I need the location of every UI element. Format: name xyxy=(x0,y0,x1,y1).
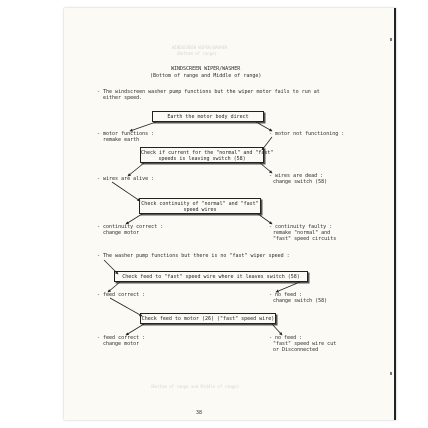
step-box-text: speeds is leaving switch (58) xyxy=(158,156,246,162)
step-box-text: Check continuity of "normal" and "fast" xyxy=(141,201,259,207)
branch-right-text: - no feed : xyxy=(269,335,303,341)
branch-left-text: - wires are alive : xyxy=(97,176,155,182)
branch-right-text: remake "normal" and xyxy=(273,230,331,236)
page-subtitle: (Bottom of range and Middle of range) xyxy=(150,73,262,79)
intro-text: - The windscreen washer pump functions but the wiper motor fails to run at xyxy=(97,89,320,95)
branch-left-text: remake earth xyxy=(103,137,140,143)
step-box-check-current xyxy=(140,147,274,163)
binding-hole-mark xyxy=(390,372,392,375)
branch-right-text: - motor not functioning : xyxy=(269,131,345,137)
step-box-check-continuity xyxy=(139,198,261,214)
branch-right-text: - no feed : xyxy=(269,292,303,298)
branch-left-text: change motor xyxy=(103,341,140,347)
branch-right-text: - continuity faulty : xyxy=(269,224,333,230)
branch-right-text: change switch (58) xyxy=(273,179,328,185)
branch-right-text: - wires are dead : xyxy=(269,173,324,179)
intro-text: either speed. xyxy=(103,95,143,101)
step-box-text: Check if current for the "normal" and "fast" xyxy=(141,150,274,156)
faint-footer-line: (Bottom of range and Middle of range) xyxy=(150,384,240,389)
step-box-check-fast-feed xyxy=(114,271,308,282)
page-number: 38 xyxy=(196,410,203,416)
branch-left-text: change motor xyxy=(103,230,140,236)
faint-header-line: (Bottom of range) xyxy=(176,51,217,56)
step-box-check-motor-feed xyxy=(140,313,276,324)
branch-right-text: "fast" speed circuits xyxy=(273,236,337,242)
branch-left-text: - motor functions : xyxy=(97,131,155,137)
faint-header-line: WINDSCREEN WIPER/WASHER xyxy=(172,45,228,50)
branch-right-text: or Disconnected xyxy=(273,347,319,353)
branch-left-text: - feed correct : xyxy=(97,335,146,341)
intro-text: - The washer pump functions but there is no "fast" wiper speed : xyxy=(97,253,290,259)
step-box-text: Check feed to "fast" speed wire where it leaves switch (58) xyxy=(122,274,300,280)
step-box-text: Check feed to motor (26) ("fast" speed wire) xyxy=(141,316,275,322)
step-box-text: Earth the motor body direct xyxy=(167,114,249,120)
step-box-text: speed wires xyxy=(183,207,217,213)
step-box-earth-motor xyxy=(152,111,264,122)
branch-left-text: - continuity correct : xyxy=(97,224,164,230)
page-title: WINDSCREEN WIPER/WASHER xyxy=(171,66,241,72)
branch-right-text: change switch (58) xyxy=(273,298,328,304)
binding-hole-mark xyxy=(390,38,392,41)
branch-right-text: "fast" speed wire cut xyxy=(273,341,337,347)
branch-left-text: - feed correct : xyxy=(97,292,146,298)
